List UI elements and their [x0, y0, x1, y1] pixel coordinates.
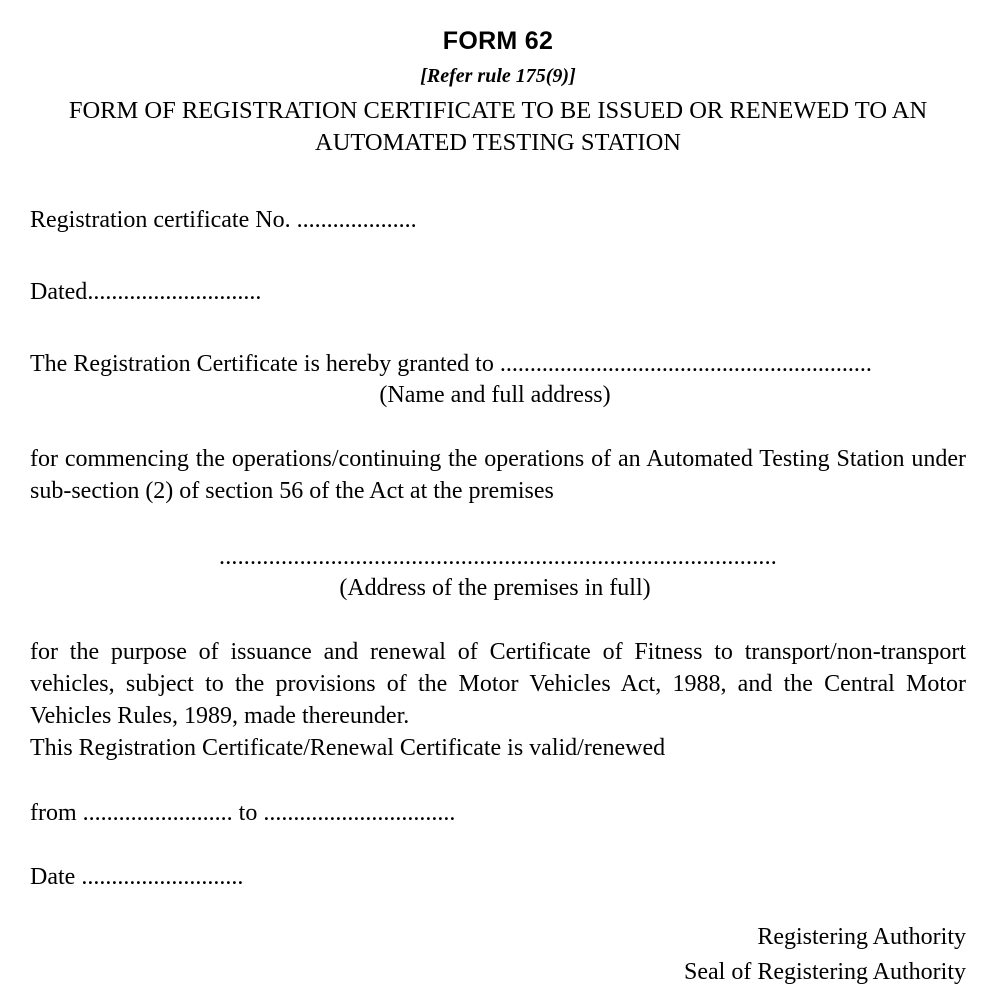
dated-label: Dated [30, 278, 88, 305]
registering-authority-label: Registering Authority [757, 924, 966, 951]
address-of-premises-caption: (Address of the premises in full) [339, 575, 651, 602]
spacer [30, 308, 966, 349]
document-header [30, 0, 966, 160]
granted-to-label: The Registration Certificate is hereby granted to [30, 351, 494, 378]
premises-address-dotted-field[interactable]: .......................................................................................... [219, 544, 777, 571]
spacer [30, 765, 966, 798]
page-title: FORM 62 [442, 27, 554, 55]
granted-to-dotted-field[interactable]: .............................................................. [493, 351, 872, 378]
from-label: from [30, 800, 77, 827]
dated-dotted-field[interactable]: ............................. [87, 278, 262, 305]
granted-to-row [30, 349, 966, 380]
dated-row [30, 277, 966, 308]
date-label: Date [30, 864, 76, 891]
name-and-address-caption: (Name and full address) [379, 382, 611, 409]
from-dotted-field[interactable]: ......................... [76, 800, 239, 827]
spacer [30, 236, 966, 277]
date-row [30, 862, 966, 893]
purpose-paragraph: for the purpose of issuance and renewal of Certificate of Fitness to transport/non-transport vehicles, subject to the provisions of the Motor Vehicles Act, 1988, and the Central Motor Vehicles Rules, 1989, made thereunder. [30, 639, 966, 730]
registration-certificate-no-row [30, 205, 966, 236]
spacer [30, 508, 966, 541]
validity-period-row [30, 798, 966, 829]
spacer [30, 411, 966, 444]
commencing-operations-paragraph: for commencing the operations/continuing the operations of an Automated Testing Station under sub-section (2) of section 56 of the Act at the premises [30, 446, 966, 505]
seal-of-registering-authority-label: Seal of Registering Authority [684, 958, 966, 985]
validity-statement: This Registration Certificate/Renewal Certificate is valid/renewed [30, 735, 666, 762]
to-dotted-field[interactable]: ................................ [257, 800, 456, 827]
spacer [30, 604, 966, 637]
date-dotted-field[interactable]: ........................... [75, 864, 244, 891]
document-heading-line-1: FORM OF REGISTRATION CERTIFICATE TO BE ISSUED OR RENEWED TO AN [68, 96, 928, 124]
registration-certificate-no-label: Registration certificate No. [30, 206, 291, 233]
to-label: to [238, 800, 258, 827]
refer-rule-subtitle: [Refer rule 175(9)] [420, 64, 576, 87]
premises-address-field-row [30, 541, 966, 573]
document-heading-line-2: AUTOMATED TESTING STATION [315, 129, 681, 157]
registration-certificate-no-dotted-field[interactable]: .................... [290, 206, 417, 233]
signature-block [30, 893, 966, 988]
spacer [30, 829, 966, 862]
document-body [30, 160, 966, 989]
